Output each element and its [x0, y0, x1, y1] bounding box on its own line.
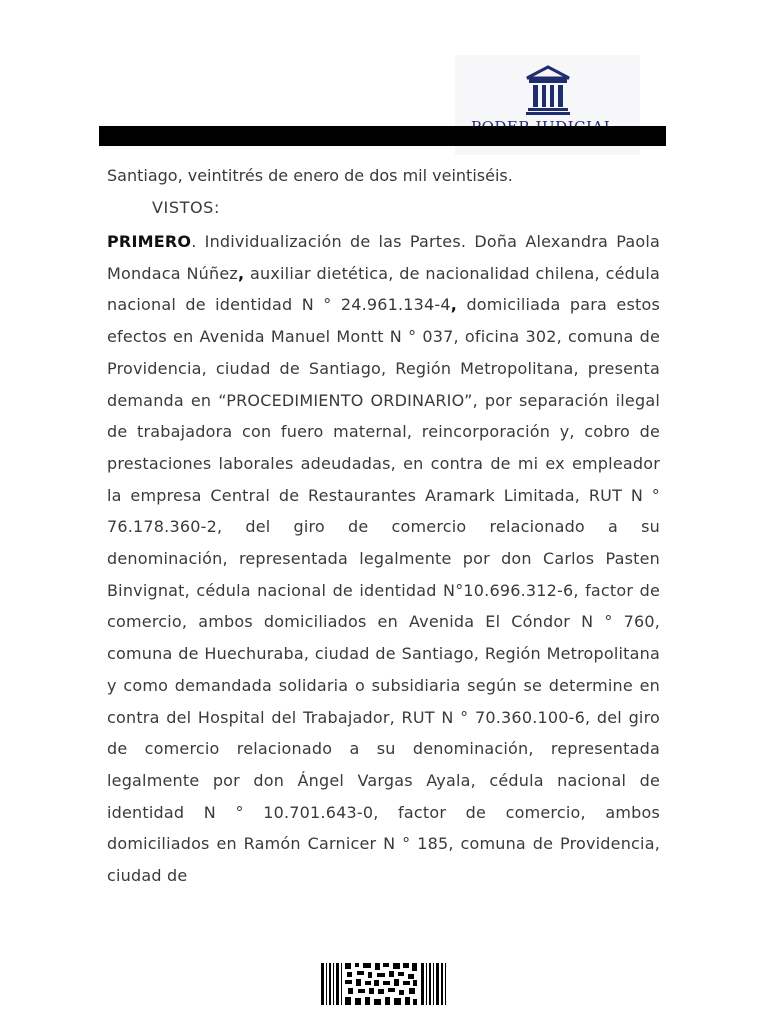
courthouse-icon [525, 65, 571, 115]
redaction-bar [99, 126, 666, 146]
date-line: Santiago, veintitrés de enero de dos mil veintiséis. [107, 166, 513, 185]
body-text-part-1: . Individualización de las Partes. Doña Alexandra Paola Mondaca Núñez [107, 232, 660, 283]
body-paragraph [107, 226, 660, 892]
body-text-part-3: domiciliada para estos efectos en Avenida Manuel Montt N ° 037, oficina 302, comuna de Providencia, ciudad de Santiago, Región Metropolitana, presenta demanda en “PROCEDIMIENTO ORDINARIO”, por separación ilegal de trabajadora con fuero maternal, reincorporación y, cobro de prestaciones laborales adeudadas, en contra de mi ex empleador la empresa Central de Restaurantes Aramark Limitada, RUT N ° 76.178.360-2, del giro de comercio relacionado a su denominación, representada legalmente por don Carlos Pasten Binvignat, cédula nacional de identidad N°10.696.312-6, factor de comercio, ambos domiciliados en Avenida El Cóndor N ° 760, comuna de Huechuraba, ciudad de Santiago, Región Metropolitana y como demandada solidaria o subsidiaria según se determine en contra del Hospital del Trabajador, RUT N ° 70.360.100-6, del giro de comercio relacionado a su denominación, representada legalmente por don Ángel Vargas Ayala, cédula nacional de identidad N ° 10.701.643-0, factor de comercio, ambos domiciliados en Ramón Carnicer N ° 185, comuna de Providencia, ciudad de [107, 295, 660, 886]
section-lead: PRIMERO [107, 232, 192, 251]
vistos-heading: VISTOS: [152, 198, 220, 217]
bold-comma-1: , [237, 263, 245, 283]
bold-comma-2: , [450, 295, 458, 315]
barcode-icon [321, 963, 448, 1005]
body-text-part-2: auxiliar dietética, de nacionalidad chilena, cédula nacional de identidad N ° 24.961.134-4 [107, 263, 660, 315]
